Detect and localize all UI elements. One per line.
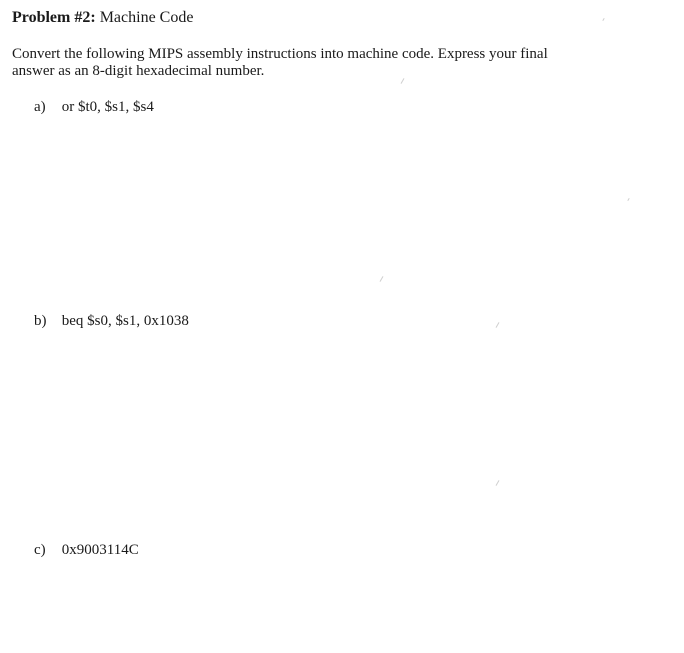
question-c-text: 0x9003114C: [61, 542, 139, 558]
scan-speck: [380, 276, 384, 282]
question-c-label: c): [34, 542, 46, 558]
question-b: [34, 312, 189, 330]
scan-speck: [496, 322, 500, 328]
question-c: [34, 541, 139, 559]
question-a-text: or $t0, $s1, $s4: [61, 99, 154, 115]
problem-instructions: Convert the following MIPS assembly instructions into machine code. Express your final answer as an 8-digit hexadecimal number.: [12, 46, 548, 79]
problem-heading: [12, 8, 193, 28]
scan-speck: [496, 480, 500, 486]
scan-speck: [602, 18, 604, 21]
question-a: [34, 98, 154, 116]
question-b-label: b): [34, 313, 47, 329]
question-b-text: beq $s0, $s1, 0x1038: [61, 313, 189, 329]
problem-topic: Machine Code: [99, 9, 194, 26]
scan-speck: [627, 198, 629, 201]
problem-number: Problem #2:: [12, 9, 96, 26]
question-a-label: a): [34, 99, 46, 115]
